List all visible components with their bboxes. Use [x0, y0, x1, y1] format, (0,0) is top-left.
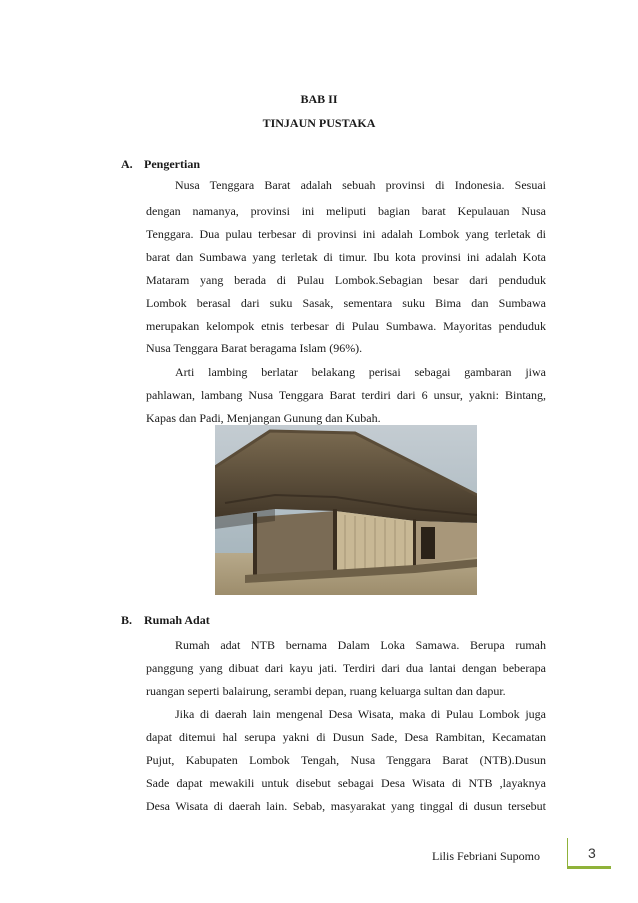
paragraph-line: panggung yang dibuat dari kayu jati. Terdiri dari dua lantai dengan beberapa [146, 661, 546, 675]
paragraph-line: Lombok berasal dari suku Sasak, sementara suku Bima dan Sumbawa [146, 296, 546, 310]
paragraph-line: dengan namanya, provinsi ini meliputi bagian barat Kepulauan Nusa [146, 204, 546, 218]
paragraph-line: ruangan seperti balairung, serambi depan, ruang keluarga sultan dan dapur. [146, 684, 506, 698]
paragraph-line: Sade dapat mewakili untuk disebut sebagai Desa Wisata di NTB ,layaknya [146, 776, 546, 790]
paragraph-line: Nusa Tenggara Barat adalah sebuah provinsi di Indonesia. Sesuai [175, 178, 546, 192]
paragraph-line: barat dan Sumbawa yang terletak di timur. Ibu kota provinsi ini adalah Kota [146, 250, 546, 264]
paragraph-line: Mataram yang berada di Pulau Lombok.Sebagian besar dari penduduk [146, 273, 546, 287]
section-a-heading [121, 157, 200, 172]
page-number-underline [567, 866, 611, 869]
paragraph-line: dapat ditemui hal serupa yakni di Dusun Sade, Desa Rambitan, Kecamatan [146, 730, 546, 744]
paragraph-line: Tenggara. Dua pulau terbesar di provinsi ini adalah Lombok yang terletak di [146, 227, 546, 241]
section-a-title: Pengertian [144, 157, 200, 171]
footer-divider [567, 838, 568, 868]
paragraph-line: Rumah adat NTB bernama Dalam Loka Samawa. Berupa rumah [175, 638, 546, 652]
paragraph-line: Jika di daerah lain mengenal Desa Wisata, maka di Pulau Lombok juga [175, 707, 546, 721]
paragraph-line: Nusa Tenggara Barat beragama Islam (96%). [146, 341, 363, 355]
section-b-title: Rumah Adat [144, 613, 210, 627]
page-number: 3 [588, 845, 596, 861]
paragraph-line: pahlawan, lambang Nusa Tenggara Barat terdiri dari 6 unsur, yakni: Bintang, [146, 388, 546, 402]
section-b-letter: B. [121, 613, 133, 627]
paragraph-line: Desa Wisata di daerah lain. Sebab, masyarakat yang tinggal di dusun tersebut [146, 799, 546, 813]
traditional-house-photo [215, 425, 477, 595]
chapter-title: TINJAUN PUSTAKA [262, 116, 376, 130]
paragraph-line: Pujut, Kabupaten Lombok Tengah, Nusa Tenggara Barat (NTB).Dusun [146, 753, 546, 767]
section-a-letter: A. [121, 157, 133, 171]
paragraph-line: Arti lambing berlatar belakang perisai sebagai gambaran jiwa [175, 365, 546, 379]
section-b-heading [121, 613, 210, 628]
chapter-label: BAB II [300, 92, 338, 106]
footer-author: Lilis Febriani Supomo [432, 849, 540, 863]
paragraph-line: merupakan kelompok etnis terbesar di Pulau Sumbawa. Mayoritas penduduk [146, 319, 546, 333]
paragraph-line: Kapas dan Padi, Menjangan Gunung dan Kubah. [146, 411, 381, 425]
